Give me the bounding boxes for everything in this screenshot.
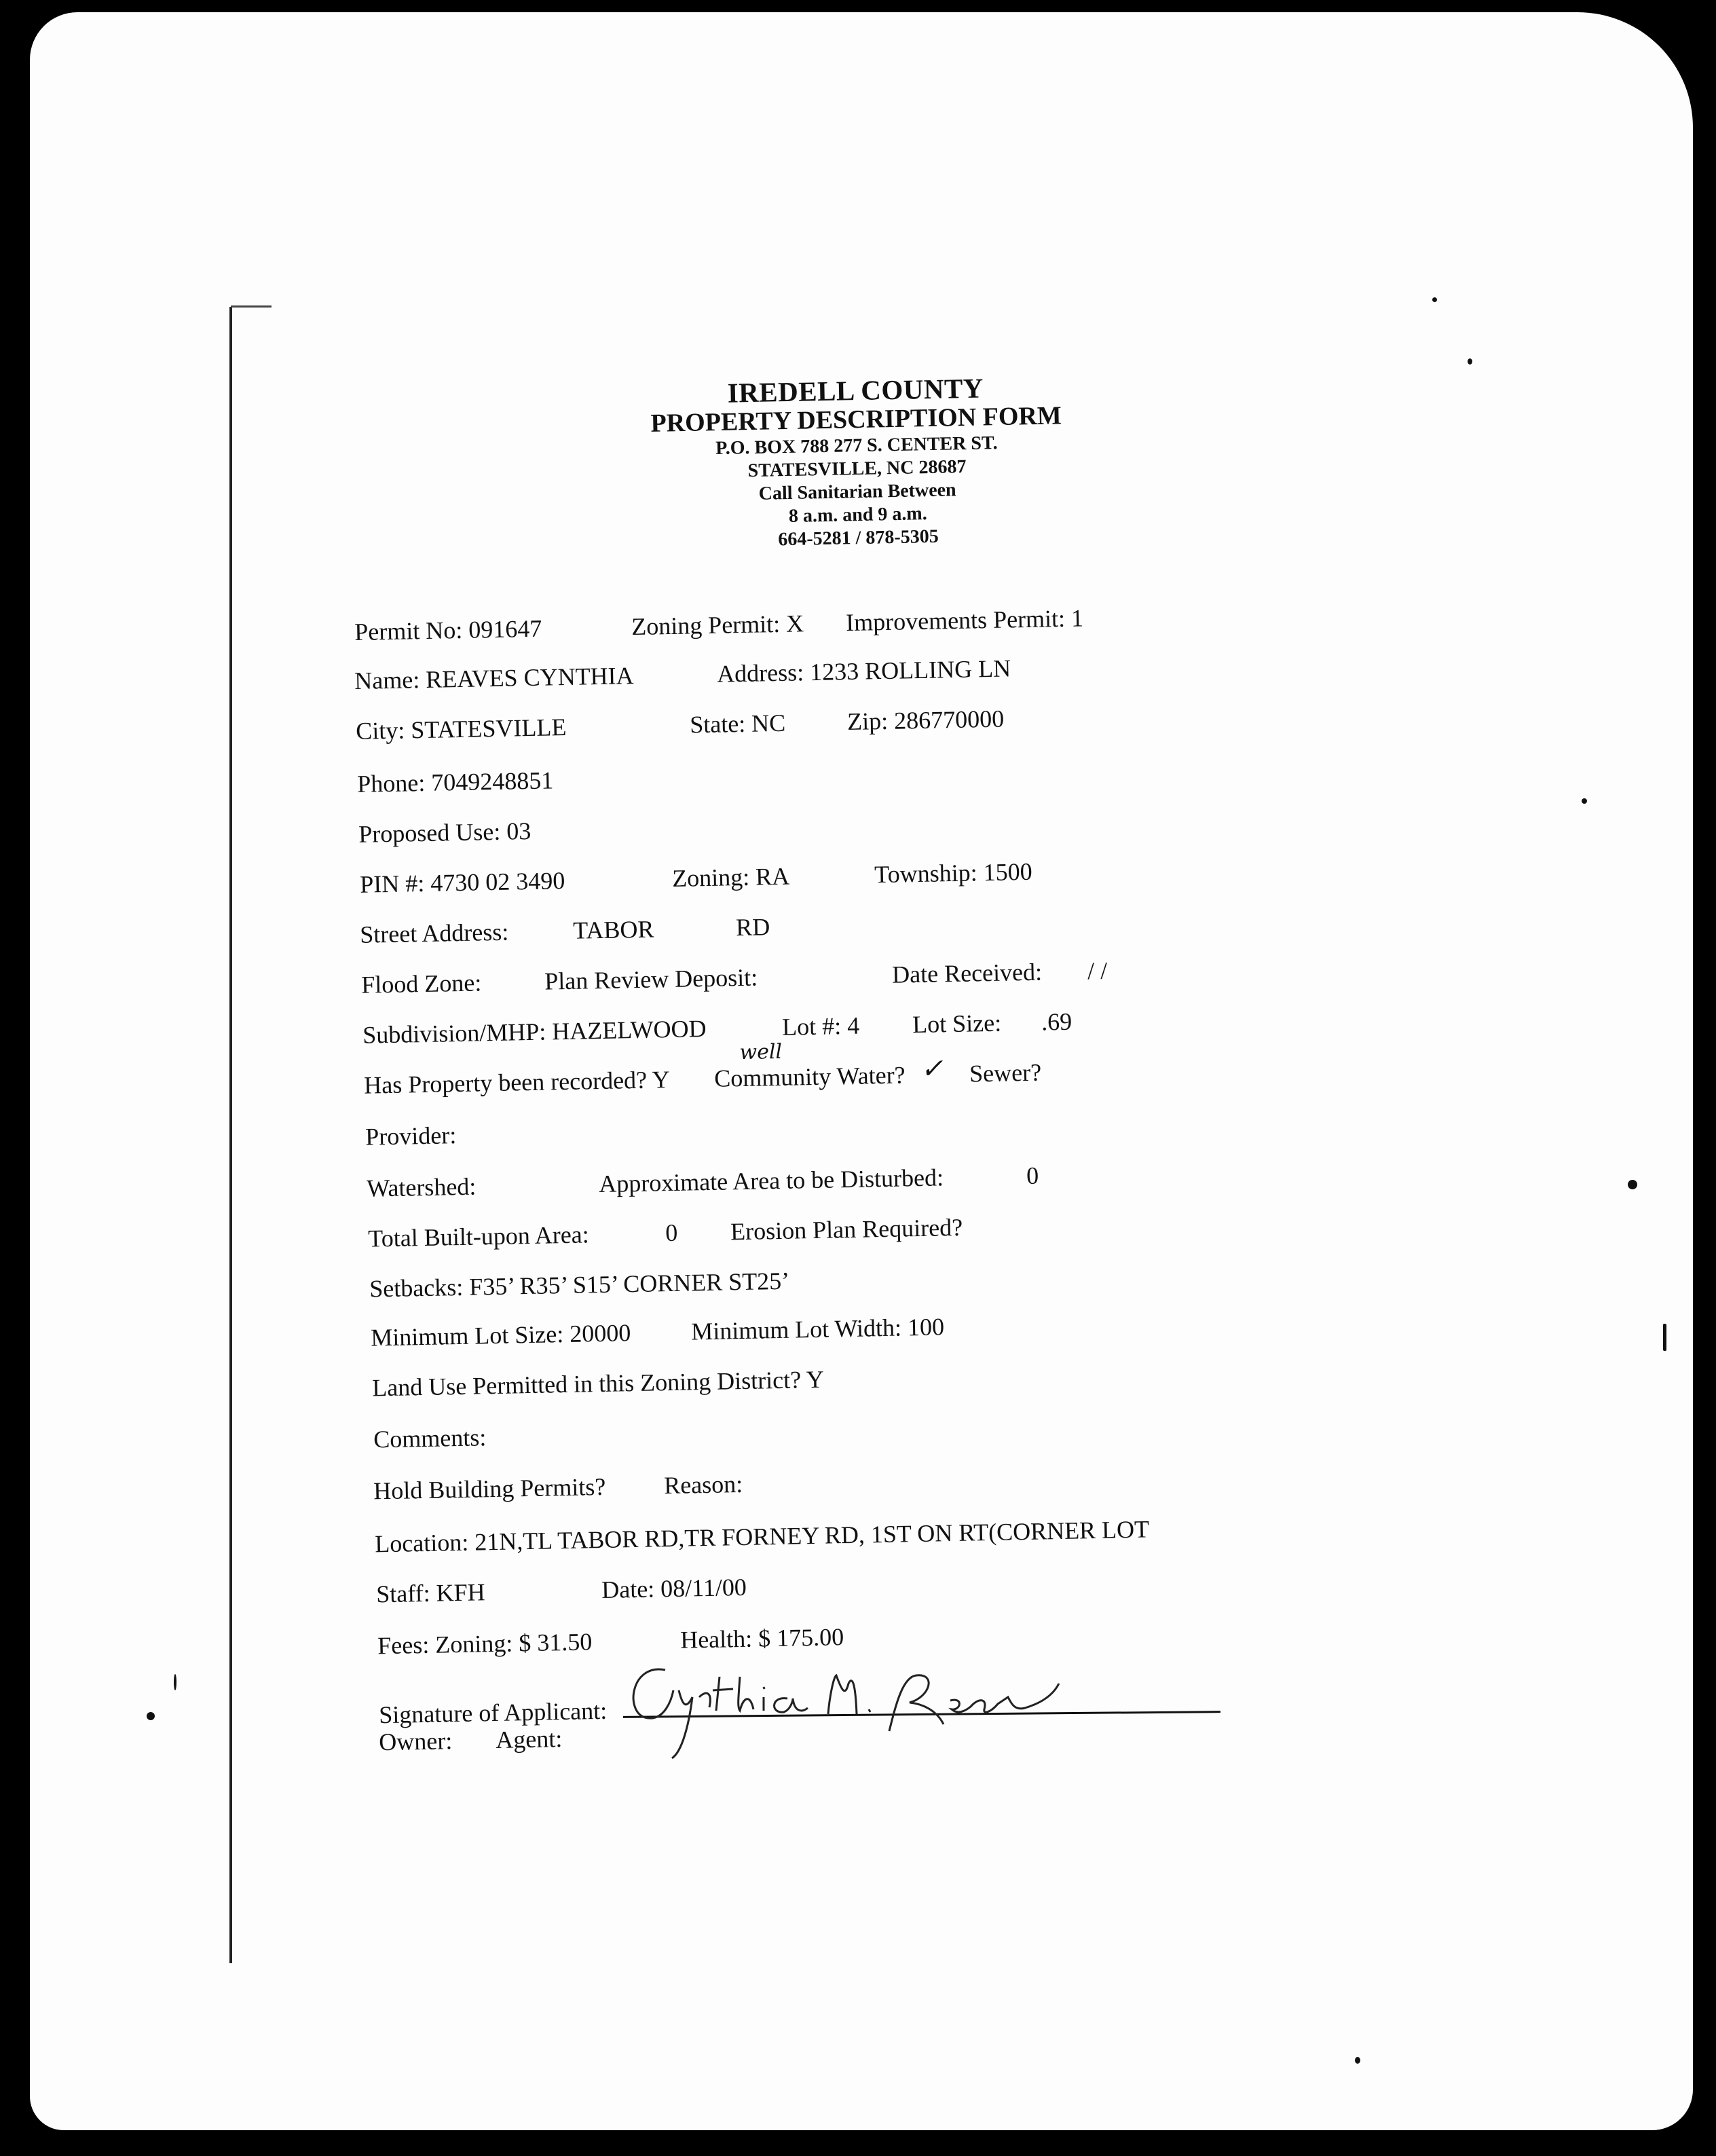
zip: Zip: 286770000: [846, 705, 1005, 736]
plan-review-deposit: Plan Review Deposit:: [544, 963, 758, 995]
street-address-label: Street Address:: [359, 918, 509, 948]
handwritten-checkmark: ✓: [920, 1053, 944, 1085]
hold-building-permits: Hold Building Permits?: [373, 1472, 606, 1505]
scan-speck: [147, 1712, 155, 1720]
applicant-name: Name: REAVES CYNTHIA: [354, 662, 634, 694]
scan-speck: [1355, 2057, 1360, 2064]
fees-health: Health: $ 175.00: [679, 1623, 844, 1654]
lot-number: Lot #: 4: [781, 1011, 860, 1041]
city: City: STATESVILLE: [355, 713, 567, 745]
flood-zone: Flood Zone:: [360, 969, 482, 999]
comments: Comments:: [373, 1424, 487, 1453]
applicant-signature: [618, 1650, 1093, 1765]
property-recorded: Has Property been recorded? Y: [363, 1066, 671, 1099]
reason: Reason:: [663, 1470, 743, 1500]
area-disturbed-label: Approximate Area to be Disturbed:: [598, 1164, 944, 1198]
township: Township: 1500: [874, 857, 1033, 889]
form-top-border: [231, 305, 272, 308]
street-suffix: RD: [735, 913, 770, 942]
pin-number: PIN #: 4730 02 3490: [359, 867, 565, 898]
form-left-border: [229, 307, 232, 1963]
call-hours: 8 a.m. and 9 a.m.: [788, 503, 928, 527]
date-received-label: Date Received:: [891, 958, 1043, 988]
owner-label: Owner:: [378, 1727, 453, 1756]
land-use-permitted: Land Use Permitted in this Zoning District? Y: [371, 1365, 825, 1402]
zoning-permit: Zoning Permit: X: [631, 610, 804, 641]
county-title: IREDELL COUNTY: [727, 372, 984, 409]
agent-label: Agent:: [495, 1725, 563, 1753]
minimum-lot-size: Minimum Lot Size: 20000: [370, 1319, 631, 1352]
form-title: PROPERTY DESCRIPTION FORM: [650, 401, 1062, 438]
lot-size-value: .69: [1041, 1007, 1072, 1036]
fees-zoning: Fees: Zoning: $ 31.50: [377, 1628, 593, 1660]
applicant-address: Address: 1233 ROLLING LN: [716, 654, 1011, 688]
street-name: TABOR: [572, 915, 654, 944]
form-header: [611, 372, 1103, 553]
scan-speck: [174, 1674, 176, 1690]
date: Date: 08/11/00: [601, 1573, 747, 1603]
zoning: Zoning: RA: [671, 862, 790, 892]
provider: Provider:: [365, 1121, 457, 1151]
permit-no: Permit No: 091647: [354, 614, 542, 646]
mailing-address: P.O. BOX 788 277 S. CENTER ST.: [715, 432, 998, 460]
location: Location: 21N,TL TABOR RD,TR FORNEY RD, 1ST ON RT(CORNER LOT: [374, 1515, 1150, 1558]
staff: Staff: KFH: [375, 1578, 486, 1608]
erosion-plan: Erosion Plan Required?: [730, 1213, 963, 1246]
built-upon-value: 0: [665, 1219, 678, 1247]
sewer: Sewer?: [969, 1058, 1042, 1088]
phone: Phone: 7049248851: [356, 766, 554, 798]
subdivision: Subdivision/MHP: HAZELWOOD: [362, 1015, 707, 1049]
built-upon-label: Total Built-upon Area:: [367, 1221, 590, 1252]
signature-label: Signature of Applicant:: [378, 1696, 608, 1729]
watershed: Watershed:: [366, 1172, 477, 1202]
city-line: STATESVILLE, NC 28687: [747, 456, 967, 482]
scan-speck: [1468, 358, 1472, 365]
scan-speck: [1628, 1180, 1637, 1189]
community-water: Community Water?: [713, 1061, 906, 1092]
call-instructions: Call Sanitarian Between: [758, 479, 956, 504]
phone-numbers: 664-5281 / 878-5305: [777, 525, 939, 551]
setbacks: Setbacks: F35’ R35’ S15’ CORNER ST25’: [369, 1267, 790, 1303]
date-received-value: / /: [1087, 956, 1108, 985]
state: State: NC: [689, 709, 786, 739]
handwritten-well-note: well: [739, 1039, 783, 1065]
proposed-use: Proposed Use: 03: [358, 817, 531, 848]
scan-speck: [1432, 297, 1437, 302]
area-disturbed-value: 0: [1026, 1161, 1039, 1189]
improvements-permit: Improvements Permit: 1: [845, 604, 1084, 637]
lot-size-label: Lot Size:: [912, 1009, 1002, 1039]
minimum-lot-width: Minimum Lot Width: 100: [690, 1313, 945, 1345]
scan-speck: [1582, 798, 1587, 804]
scan-speck: [1663, 1324, 1666, 1351]
